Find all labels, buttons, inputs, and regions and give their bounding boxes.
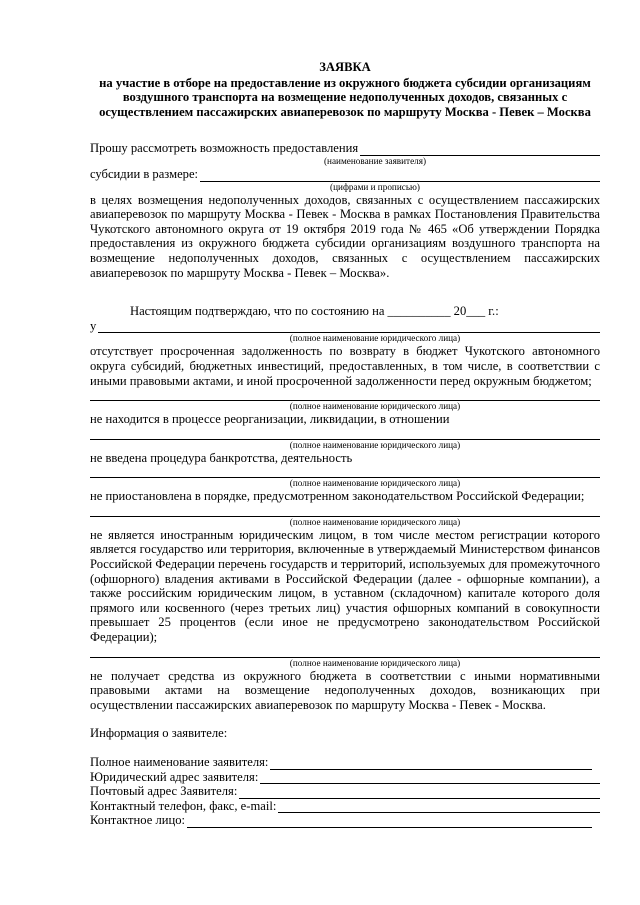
entity-name-field-6[interactable] bbox=[90, 645, 600, 658]
amount-row bbox=[90, 167, 600, 182]
subsidy-amount-field[interactable] bbox=[200, 170, 600, 182]
title-line-1: на участие в отборе на предоставление из окружного бюджета субсидии организациям bbox=[99, 75, 591, 90]
entity-name-field-5[interactable] bbox=[90, 504, 600, 517]
contacts-field[interactable] bbox=[278, 801, 600, 813]
condition-3: не введена процедура банкротства, деятельность bbox=[90, 450, 353, 465]
contacts-row bbox=[90, 799, 600, 814]
condition-4: не приостановлена в порядке, предусмотренном законодательством Российской Федерации; bbox=[90, 489, 585, 504]
legal-address-field[interactable] bbox=[260, 772, 600, 784]
applicant-row bbox=[90, 141, 600, 156]
entity-name-field-2[interactable] bbox=[90, 388, 600, 401]
postal-address-field[interactable] bbox=[239, 787, 600, 799]
hint-entity-2: (полное наименование юридического лица) bbox=[289, 401, 461, 412]
title-head: ЗАЯВКА bbox=[319, 60, 371, 74]
amount-label: субсидии в размере: bbox=[90, 166, 199, 181]
postal-address-row bbox=[90, 784, 600, 799]
hint-amount: (цифрами и прописью) bbox=[330, 181, 420, 192]
entity-row bbox=[90, 319, 600, 334]
full-name-label: Полное наименование заявителя: bbox=[90, 755, 269, 769]
contact-person-row bbox=[90, 813, 600, 828]
info-heading: Информация о заявителе: bbox=[90, 726, 228, 741]
condition-1: отсутствует просроченная задолженность по возврату в бюджет Чукотского автономного округа субсидий, бюджетных инвестиций, предоставленных, в том числе, в соответствии с иными правовыми актами, и иной просроченной задолженности перед окружным бюджетом; bbox=[90, 344, 600, 388]
condition-2: не находится в процессе реорганизации, ликвидации, в отношении bbox=[90, 412, 450, 427]
hint-entity-4: (полное наименование юридического лица) bbox=[289, 478, 461, 489]
entity-name-field-4[interactable] bbox=[90, 465, 600, 478]
hint-entity-3: (полное наименование юридического лица) bbox=[289, 439, 461, 450]
legal-address-label: Юридический адрес заявителя: bbox=[90, 769, 259, 784]
full-name-field[interactable] bbox=[270, 758, 592, 770]
applicant-name-field[interactable] bbox=[360, 144, 600, 156]
hint-applicant: (наименование заявителя) bbox=[323, 155, 427, 166]
document-title bbox=[90, 60, 600, 119]
entity-name-field-1[interactable] bbox=[98, 321, 600, 333]
contacts-label: Контактный телефон, факс, e-mail: bbox=[90, 798, 277, 813]
condition-6: не получает средства из окружного бюджета в соответствии с иными нормативными правовыми актами на возмещение недополученных доходов, возникающих при осуществлении пассажирских авиаперевозок по маршруту Москва - Певек - Москва. bbox=[90, 668, 600, 712]
purpose-paragraph: в целях возмещения недополученных доходов, связанных с осуществлением пассажирских авиаперевозок по маршруту Москва - Певек - Москва в рамках Постановления Правительства Чукотского автономного округа от 19 октября 2019 года № 465 «Об утверждении Порядка предоставления из окружного бюджета субсидии организациям воздушного транспорта на возмещение недополученных доходов, связанных с осуществлением пассажирских авиаперевозок по маршруту Москва - Певек – Москва». bbox=[90, 192, 600, 280]
request-ask: Прошу рассмотреть возможность предоставления bbox=[90, 141, 359, 156]
title-line-3: осуществлением пассажирских авиаперевозок по маршруту Москва - Певек – Москва bbox=[99, 104, 591, 119]
hint-entity-5: (полное наименование юридического лица) bbox=[289, 516, 461, 527]
entity-name-field-3[interactable] bbox=[90, 427, 600, 440]
postal-address-label: Почтовый адрес Заявителя: bbox=[90, 784, 238, 799]
condition-5: не является иностранным юридическим лицом, в том числе местом регистрации которого является государство или территория, включенные в утверждаемый Министерством финансов Российской Федерации перечень государств и территорий, используемых для промежуточного (офшорного) владения активами в Российской Федерации (далее - офшорные компании), а также российским юридическим лицом, в уставном (складочном) капитале которого доля прямого или косвенного (через третьих лиц) участия офшорных компаний в совокупности превышает 25 процентов (если иное не предусмотрено законодательством Российской Федерации); bbox=[90, 527, 600, 645]
full-name-row bbox=[90, 755, 600, 770]
legal-address-row bbox=[90, 770, 600, 785]
hint-entity-1: (полное наименование юридического лица) bbox=[289, 333, 461, 344]
contact-person-field[interactable] bbox=[187, 816, 592, 828]
application-form bbox=[90, 60, 600, 828]
hint-entity-6: (полное наименование юридического лица) bbox=[289, 657, 461, 668]
contact-person-label: Контактное лицо: bbox=[90, 813, 186, 828]
title-line-2: воздушного транспорта на возмещение недополученных доходов, связанных с bbox=[122, 90, 568, 105]
u-label: у bbox=[90, 318, 97, 333]
confirm-intro: Настоящим подтверждаю, что по состоянию на __________ 20___ г.: bbox=[130, 304, 499, 319]
